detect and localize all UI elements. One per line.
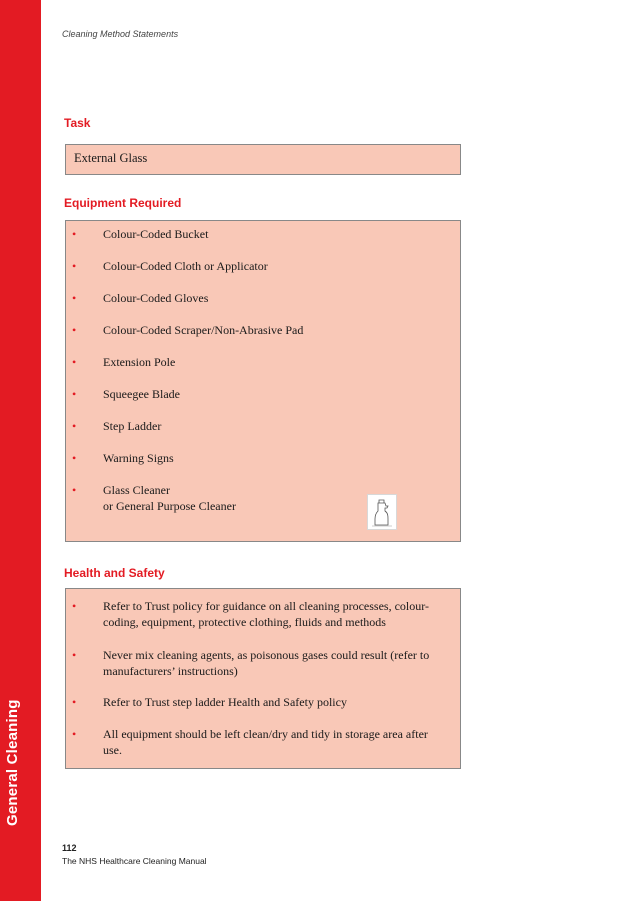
equipment-heading: Equipment Required [64, 196, 182, 210]
bullet-icon: • [72, 387, 77, 401]
equipment-item: Colour-Coded Gloves [103, 291, 209, 305]
safety-item: Refer to Trust policy for guidance on all cleaning processes, colour-coding, equipment, protective clothing, fluids and methods [103, 599, 430, 629]
bullet-icon: • [72, 727, 77, 741]
bullet-icon: • [72, 291, 77, 305]
health-safety-heading: Health and Safety [64, 566, 165, 580]
bullet-icon: • [72, 227, 77, 241]
bullet-icon: • [72, 648, 77, 662]
equipment-item: Glass Cleaner or General Purpose Cleaner [103, 483, 236, 513]
equipment-item: Colour-Coded Bucket [103, 227, 209, 241]
bullet-icon: • [72, 323, 77, 337]
page-number: 112 [62, 843, 77, 853]
bullet-icon: • [72, 483, 77, 497]
health-safety-box [65, 588, 461, 769]
equipment-item: Extension Pole [103, 355, 176, 369]
equipment-box [65, 220, 461, 542]
spray-bottle-icon [367, 494, 397, 530]
equipment-item: Warning Signs [103, 451, 174, 465]
sidebar-band [0, 0, 41, 901]
equipment-item: Colour-Coded Scraper/Non-Abrasive Pad [103, 323, 304, 337]
task-heading: Task [64, 116, 91, 130]
task-box [65, 144, 461, 175]
equipment-item: Colour-Coded Cloth or Applicator [103, 259, 268, 273]
equipment-item: Squeegee Blade [103, 387, 180, 401]
equipment-item: Step Ladder [103, 419, 162, 433]
safety-item: All equipment should be left clean/dry and tidy in storage area after use. [103, 727, 428, 757]
safety-item: Refer to Trust step ladder Health and Safety policy [103, 695, 347, 709]
task-value: External Glass [74, 151, 148, 165]
running-header: Cleaning Method Statements [62, 29, 179, 39]
bullet-icon: • [72, 355, 77, 369]
bullet-icon: • [72, 695, 77, 709]
bullet-icon: • [72, 599, 77, 613]
sidebar-section-label: General Cleaning [4, 699, 21, 826]
bullet-icon: • [72, 419, 77, 433]
footer-manual-title: The NHS Healthcare Cleaning Manual [62, 856, 207, 866]
bullet-icon: • [72, 259, 77, 273]
safety-item: Never mix cleaning agents, as poisonous gases could result (refer to manufacturers’ instructions) [103, 648, 430, 678]
bullet-icon: • [72, 451, 77, 465]
